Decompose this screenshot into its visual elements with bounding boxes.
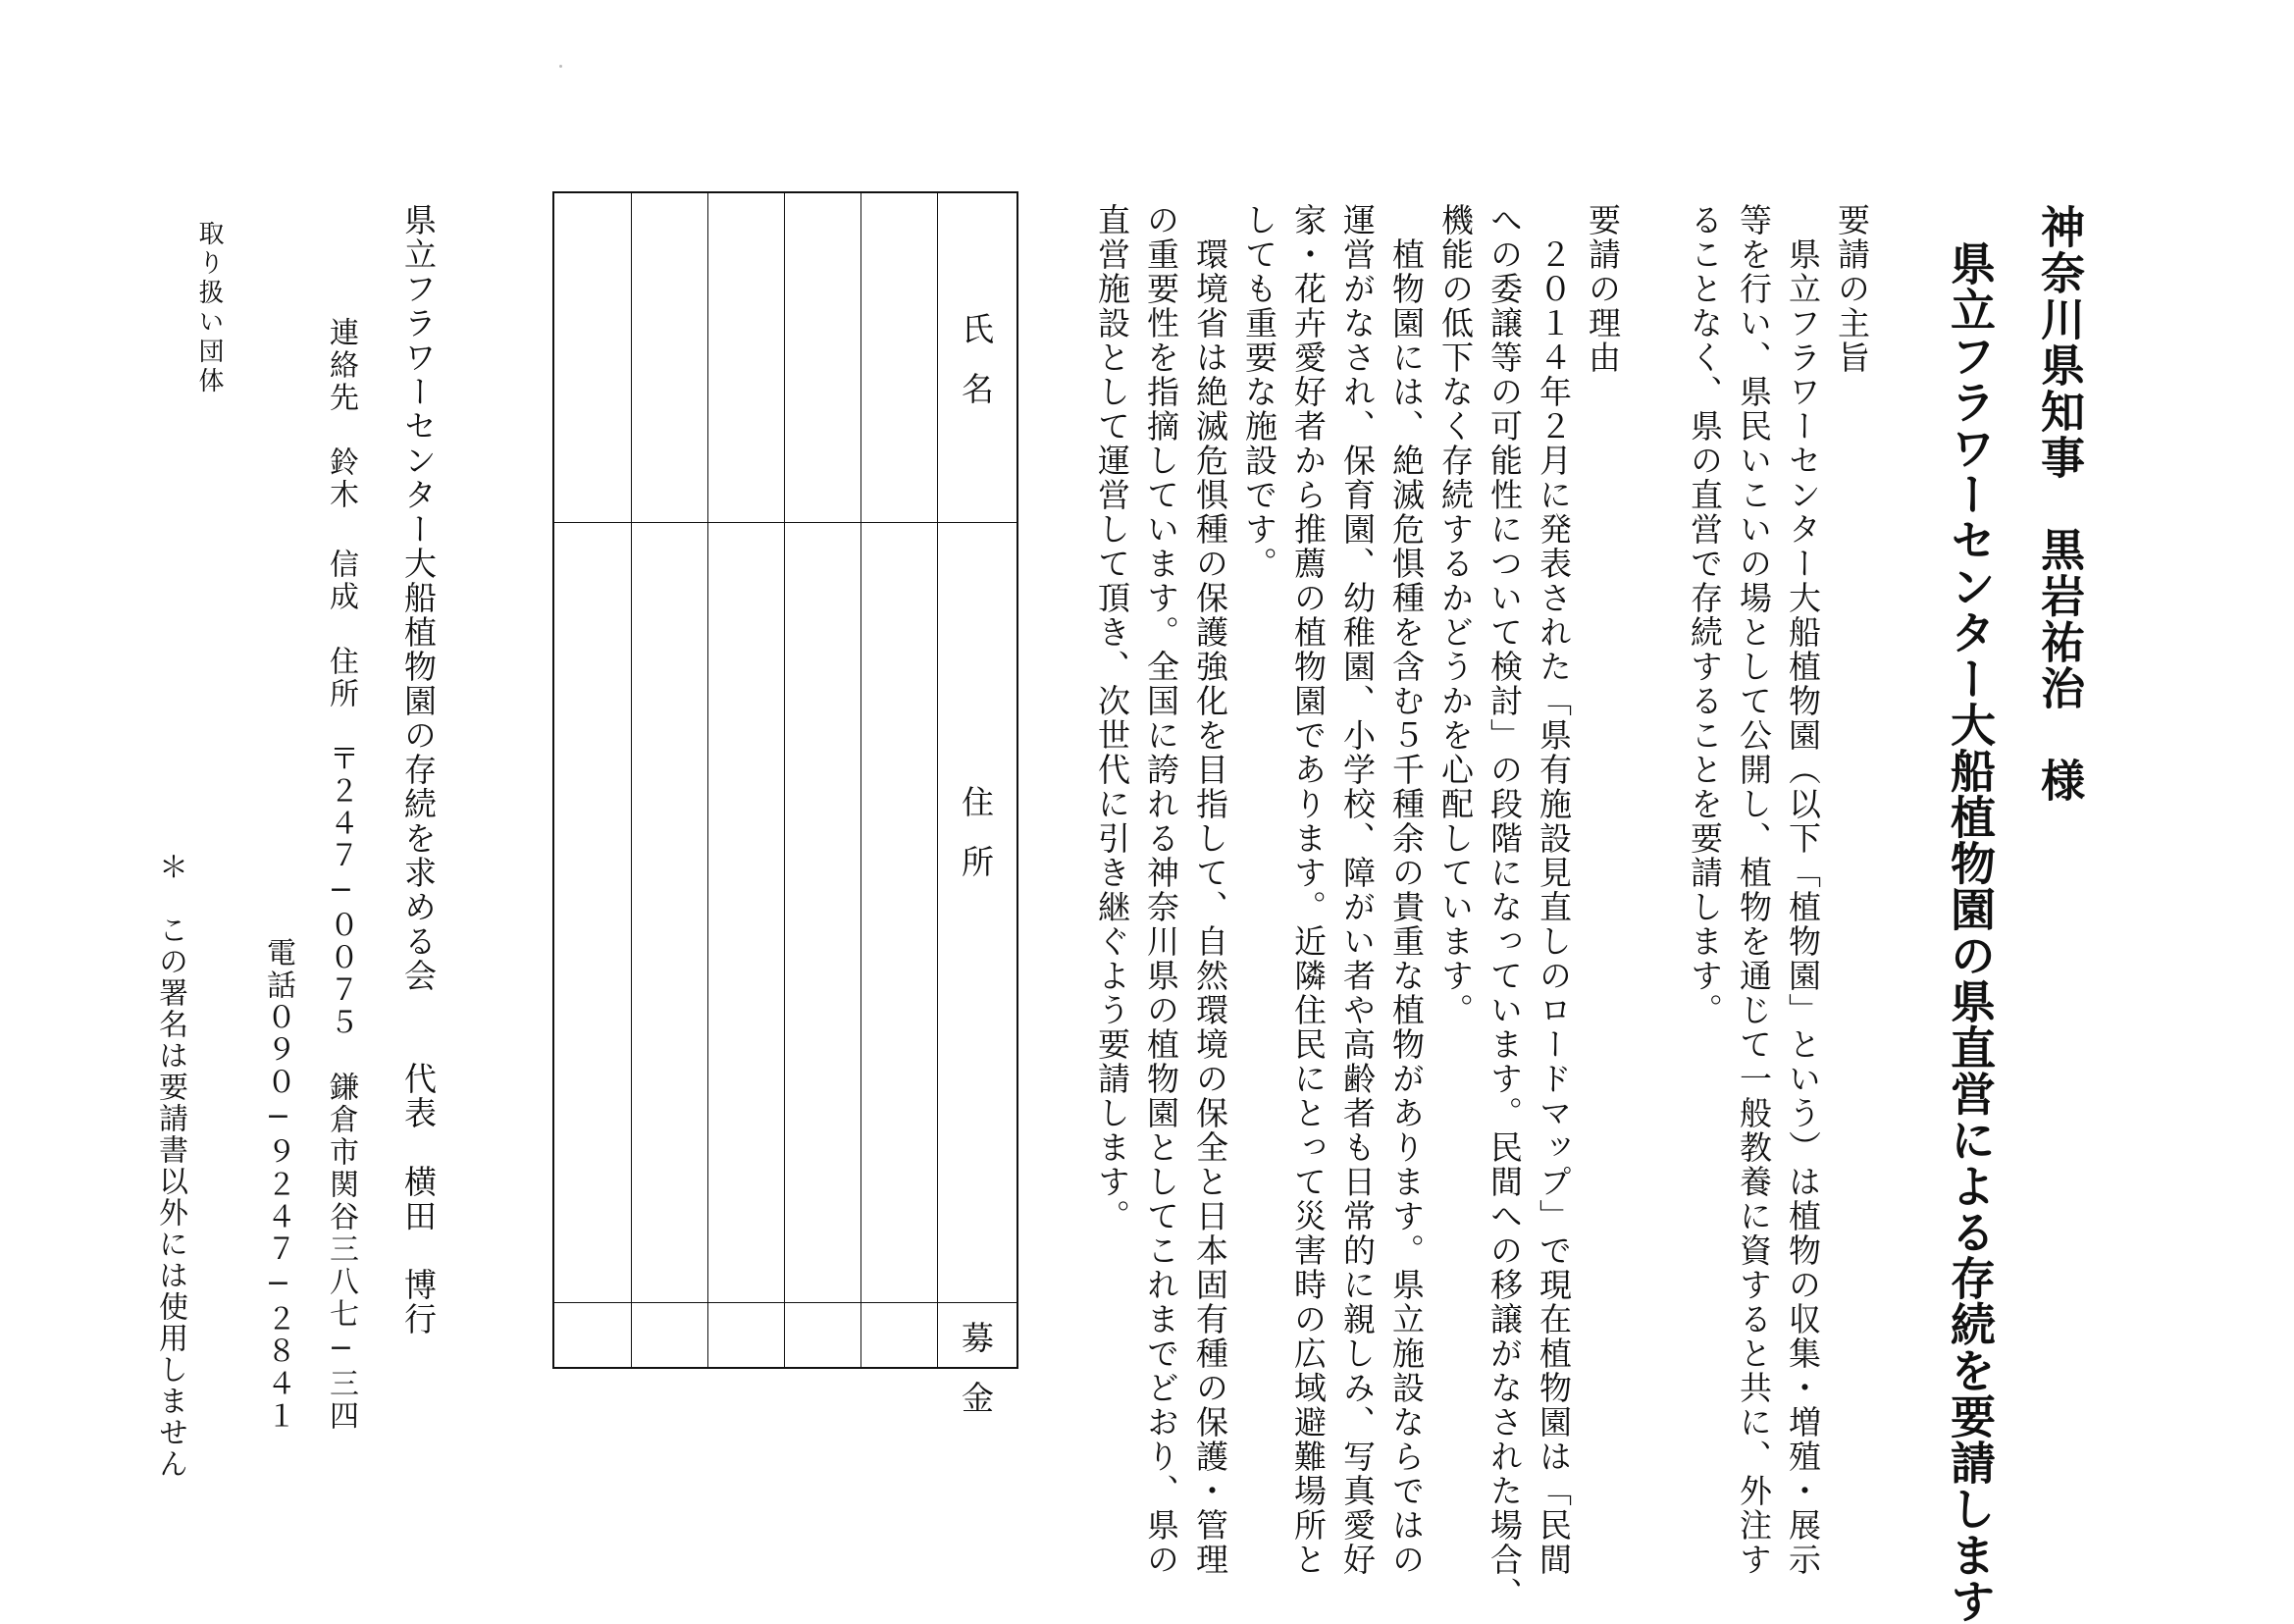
contact-address: 連絡先 鈴木 信成 住所 〒２４７−００７５ 鎌倉市関谷三八七−三四 — [324, 285, 358, 1433]
reason-line: ２０１４年２月に発表された「県有施設見直しのロードマップ」で現在植物園は「民間 — [1535, 203, 1573, 1577]
scan-speck — [559, 65, 562, 68]
address-column-header: 住所 — [957, 785, 995, 905]
purpose-heading: 要請の主旨 — [1833, 203, 1871, 375]
purpose-line: ることなく、県の直営で存続することを要請します。 — [1686, 203, 1724, 1027]
reason-line: しても重要な施設です。 — [1240, 203, 1278, 581]
reason-line: 機能の低下なく存続するかどうかを心配しています。 — [1436, 203, 1475, 1027]
purpose-line: 等を行い、県民いこいの場として公開し、植物を通じて一般教養に資すると共に、外注す — [1735, 203, 1773, 1577]
addressee: 神奈川県知事 黒岩祐治 様 — [2033, 204, 2085, 804]
usage-note: ＊ この署名は要請書以外には使用しません — [153, 852, 187, 1480]
reason-line: 運営がなされ、保育園、幼稚園、小学校、障がい者や高齢者も日常的に親しみ、写真愛好 — [1338, 203, 1377, 1577]
reason-line: 環境省は絶滅危惧種の保護強化を目指して、自然環境の保全と日本固有種の保護・管理 — [1191, 203, 1229, 1577]
contact-phone: 電話０９０−９２４７−２８４１ — [261, 937, 295, 1433]
reason-line: 直営施設として運営して頂き、次世代に引き継ぐよう要請します。 — [1093, 203, 1131, 1233]
reason-line: 植物園には、絶滅危惧種を含む５千種余の貴重な植物があります。県立施設ならではの — [1387, 203, 1426, 1577]
signature-table — [552, 191, 1018, 1369]
table-column-divider — [860, 193, 861, 1367]
reason-heading: 要請の理由 — [1584, 203, 1622, 375]
table-row-divider — [554, 522, 1017, 523]
name-column-header: 氏名 — [957, 312, 995, 432]
reason-line: の重要性を指摘しています。全国に誇れる神奈川県の植物園としてこれまでどおり、県の — [1142, 203, 1180, 1577]
table-column-divider — [784, 193, 785, 1367]
table-column-divider — [937, 193, 938, 1367]
table-column-divider — [631, 193, 632, 1367]
handler-label: 取り扱い団体 — [194, 220, 224, 396]
reason-line: への委譲等の可能性について検討」の段階になっています。民間への移譲がなされた場合、 — [1486, 203, 1524, 1611]
donation-column-header: 募金 — [957, 1321, 995, 1441]
document-title: 県立フラワーセンター大船植物園の県直営による存続を要請します — [1944, 240, 1997, 1624]
organization-name: 県立フラワーセンター大船植物園の存続を求める会 代表 横田 博行 — [399, 203, 438, 1336]
purpose-line: 県立フラワーセンター大船植物園（以下「植物園」という）は植物の収集・増殖・展示 — [1784, 203, 1822, 1577]
table-column-divider — [707, 193, 708, 1367]
reason-line: 家・花卉愛好者から推薦の植物園であります。近隣住民にとって災害時の広域避難場所と — [1289, 203, 1328, 1577]
table-row-divider — [554, 1302, 1017, 1303]
